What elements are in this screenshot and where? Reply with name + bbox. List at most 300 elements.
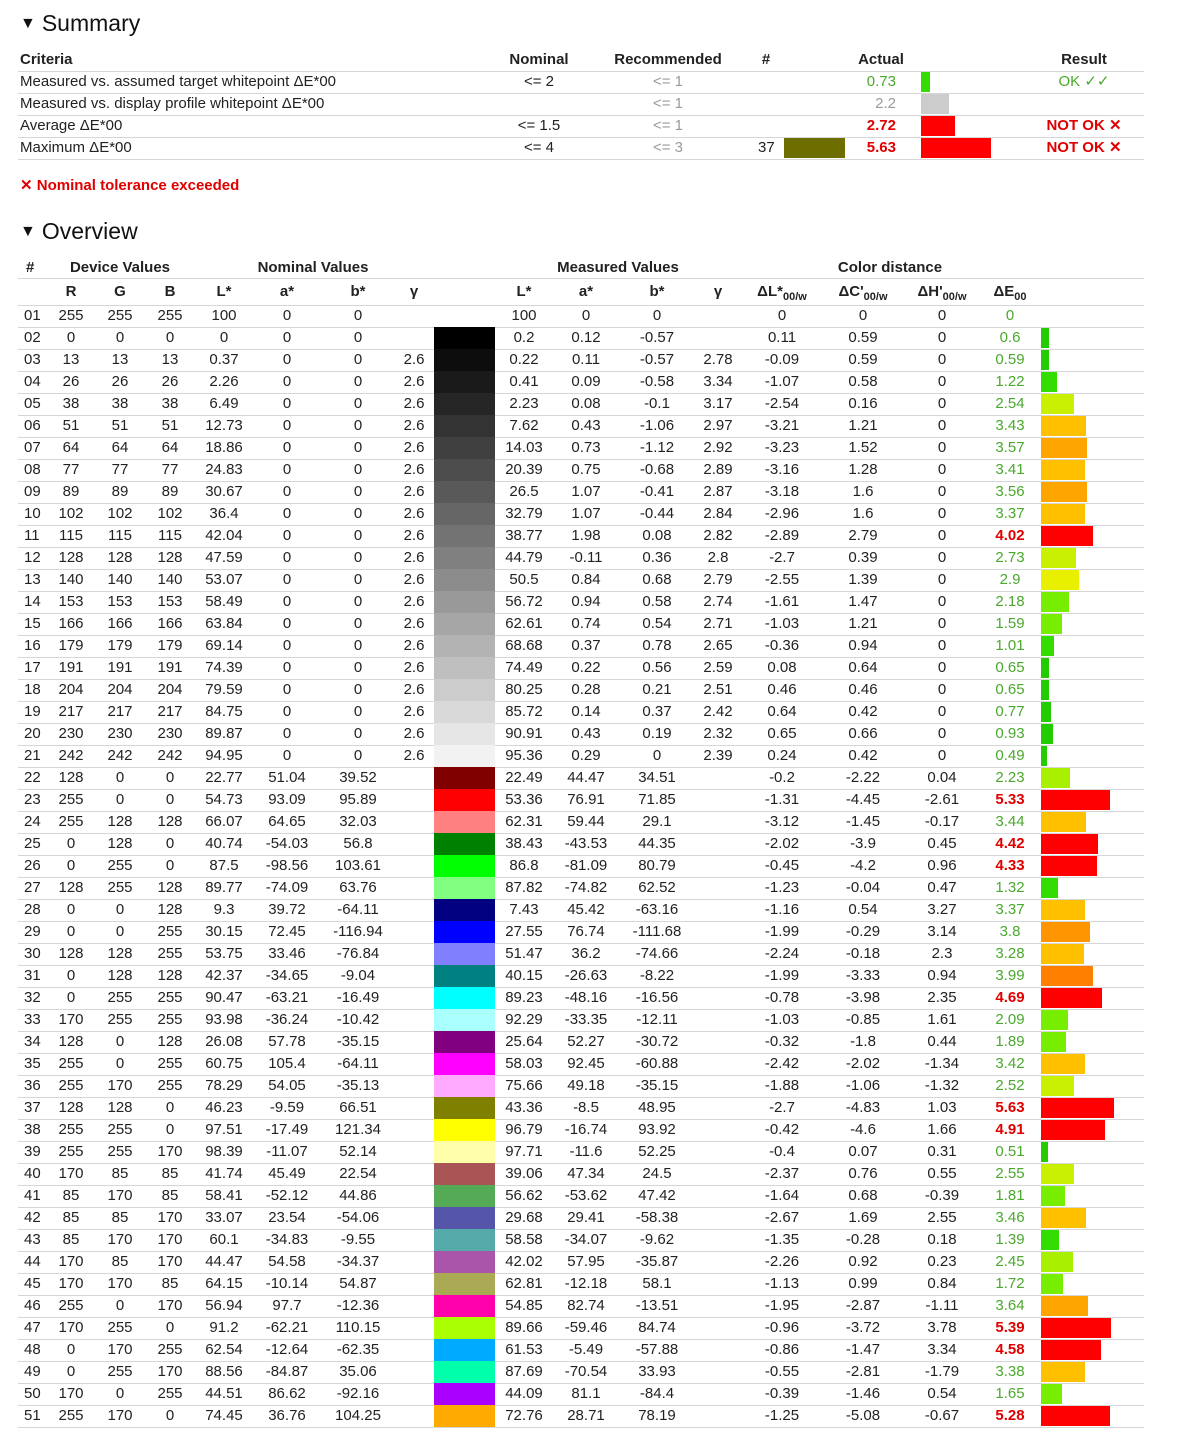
overview-cell-dL: -1.25 <box>764 1407 800 1424</box>
overview-cell-G: 85 <box>111 1253 129 1270</box>
overview-cell-mL: 2.23 <box>509 395 539 412</box>
overview-cell-dE: 3.43 <box>995 417 1025 434</box>
overview-cell-mL: 95.36 <box>505 747 543 764</box>
overview-cell-b: -116.94 <box>333 923 383 940</box>
overview-cell-dE: 1.89 <box>995 1033 1025 1050</box>
overview-cell-L: 89.87 <box>205 725 243 742</box>
overview-cell-dC: -3.9 <box>850 835 876 852</box>
overview-cell-G: 0 <box>115 791 125 808</box>
overview-cell-dL: -0.42 <box>764 1121 800 1138</box>
overview-cell-dH: 1.66 <box>927 1121 957 1138</box>
overview-cell-R: 0 <box>66 1341 76 1358</box>
overview-cell-mb: 0 <box>652 747 662 764</box>
overview-cell-B: 102 <box>157 505 183 522</box>
overview-swatch <box>434 877 495 899</box>
overview-cell-ma: 0.43 <box>571 725 601 742</box>
overview-cell-R: 230 <box>58 725 84 742</box>
overview-cell-G: 115 <box>108 527 132 544</box>
overview-cell-R: 204 <box>58 681 84 698</box>
overview-cell-dL: -3.18 <box>764 483 800 500</box>
overview-cell-L: 62.54 <box>205 1341 243 1358</box>
overview-cell-R: 255 <box>58 1407 84 1424</box>
overview-cell-a: -63.21 <box>265 989 309 1006</box>
overview-cell-mb: 34.51 <box>638 769 676 786</box>
overview-row-num: 02 <box>24 329 41 346</box>
overview-row-num: 50 <box>24 1385 41 1402</box>
overview-de-bar <box>1041 1186 1065 1206</box>
overview-swatch <box>434 393 495 415</box>
overview-cell-mb: -16.56 <box>635 989 679 1006</box>
overview-cell-R: 255 <box>58 1121 84 1138</box>
overview-cell-mL: 56.72 <box>505 593 543 610</box>
overview-row-num: 33 <box>24 1011 41 1028</box>
overview-cell-mL: 0.41 <box>509 373 539 390</box>
overview-cell-mgamma: 2.78 <box>703 351 733 368</box>
overview-de-bar <box>1041 746 1047 766</box>
overview-de-bar <box>1041 1120 1105 1140</box>
summary-nominal: <= 4 <box>523 139 555 156</box>
overview-cell-dH: 0 <box>937 483 947 500</box>
overview-cell-b: 56.8 <box>343 835 373 852</box>
overview-cell-G: 170 <box>107 1077 133 1094</box>
overview-cell-mgamma: 3.34 <box>703 373 733 390</box>
overview-cell-dC: -4.6 <box>850 1121 876 1138</box>
overview-cell-dH: 0 <box>937 373 947 390</box>
overview-cell-b: -76.84 <box>336 945 380 962</box>
overview-cell-dE: 3.44 <box>995 813 1025 830</box>
overview-cell-b: 52.14 <box>339 1143 377 1160</box>
overview-cell-dC: -1.8 <box>850 1033 876 1050</box>
overview-cell-R: 170 <box>58 1011 84 1028</box>
overview-cell-b: 95.89 <box>339 791 377 808</box>
overview-cell-mL: 7.43 <box>509 901 539 918</box>
overview-cell-a: 105.4 <box>268 1055 306 1072</box>
overview-cell-B: 128 <box>157 901 183 918</box>
overview-cell-gamma: 2.6 <box>403 637 425 654</box>
overview-cell-b: 0 <box>353 373 363 390</box>
overview-cell-mL: 62.81 <box>505 1275 543 1292</box>
overview-cell-a: 0 <box>282 417 292 434</box>
overview-cell-mL: 26.5 <box>509 483 539 500</box>
overview-cell-dC: -1.45 <box>845 813 881 830</box>
overview-cell-R: 0 <box>66 923 76 940</box>
overview-cell-dC: -5.08 <box>845 1407 881 1424</box>
overview-cell-dH: 0.18 <box>927 1231 957 1248</box>
overview-cell-ma: 0.73 <box>571 439 601 456</box>
overview-cell-b: 0 <box>353 417 363 434</box>
overview-cell-dE: 1.22 <box>995 373 1025 390</box>
overview-swatch <box>434 1163 495 1185</box>
overview-cell-dH: 0.04 <box>927 769 957 786</box>
overview-cell-G: 0 <box>115 1385 125 1402</box>
overview-swatch <box>434 1405 495 1427</box>
overview-cell-b: 0 <box>353 747 363 764</box>
overview-cell-ma: -0.11 <box>569 549 603 566</box>
overview-swatch <box>434 1361 495 1383</box>
overview-cell-mL: 62.31 <box>505 813 543 830</box>
overview-cell-dE: 3.99 <box>995 967 1025 984</box>
overview-cell-b: 0 <box>353 461 363 478</box>
overview-group-num: # <box>26 259 35 276</box>
overview-cell-L: 42.37 <box>205 967 243 984</box>
overview-cell-dC: 0.92 <box>848 1253 878 1270</box>
overview-cell-mb: 0.36 <box>642 549 672 566</box>
overview-cell-a: 0 <box>282 549 292 566</box>
summary-count: 37 <box>758 139 775 156</box>
overview-de-bar <box>1041 438 1087 458</box>
overview-cell-L: 63.84 <box>205 615 243 632</box>
overview-cell-gamma: 2.6 <box>403 747 425 764</box>
overview-cell-mL: 38.77 <box>505 527 543 544</box>
overview-cell-ma: 0.29 <box>571 747 601 764</box>
overview-cell-mb: -111.68 <box>632 923 682 940</box>
overview-cell-dE: 0.59 <box>995 351 1025 368</box>
overview-cell-ma: 28.71 <box>567 1407 605 1424</box>
overview-cell-ma: -53.62 <box>564 1187 608 1204</box>
overview-cell-L: 24.83 <box>205 461 243 478</box>
overview-cell-dC: -0.18 <box>845 945 881 962</box>
overview-cell-R: 128 <box>58 945 84 962</box>
overview-cell-R: 128 <box>58 549 84 566</box>
overview-swatch <box>434 1383 495 1405</box>
overview-cell-G: 51 <box>111 417 129 434</box>
overview-cell-dE: 0.93 <box>995 725 1025 742</box>
overview-cell-L: 26.08 <box>205 1033 243 1050</box>
overview-row-num: 46 <box>24 1297 41 1314</box>
overview-cell-ma: 0.22 <box>571 659 601 676</box>
overview-cell-a: -98.56 <box>265 857 309 874</box>
overview-cell-mb: -0.57 <box>639 329 675 346</box>
summary-bar <box>921 94 949 114</box>
overview-cell-mL: 92.29 <box>505 1011 543 1028</box>
overview-cell-mL: 87.82 <box>505 879 543 896</box>
overview-cell-b: 39.52 <box>339 769 377 786</box>
overview-cell-ma: 59.44 <box>567 813 605 830</box>
overview-cell-R: 170 <box>58 1275 84 1292</box>
overview-cell-mgamma: 2.71 <box>703 615 733 632</box>
overview-cell-R: 255 <box>58 813 84 830</box>
overview-cell-dH: 0.94 <box>927 967 957 984</box>
overview-de-bar <box>1041 460 1085 480</box>
summary-header-result: Result <box>1061 51 1107 68</box>
overview-swatch <box>434 789 495 811</box>
summary-bar <box>921 72 930 92</box>
overview-row-num: 16 <box>24 637 41 654</box>
overview-cell-b: -64.11 <box>337 1055 379 1072</box>
overview-cell-b: 0 <box>353 505 363 522</box>
overview-cell-L: 69.14 <box>205 637 243 654</box>
overview-cell-mL: 38.43 <box>505 835 543 852</box>
overview-cell-a: 0 <box>282 593 292 610</box>
overview-cell-a: 0 <box>282 351 292 368</box>
overview-cell-dL: 0 <box>777 307 787 324</box>
overview-cell-ma: -26.63 <box>564 967 608 984</box>
overview-cell-b: -35.13 <box>336 1077 380 1094</box>
overview-cell-G: 217 <box>107 703 133 720</box>
overview-swatch <box>434 327 495 349</box>
tolerance-warning: ✕ Nominal tolerance exceeded <box>20 177 240 194</box>
summary-nominal: <= 2 <box>523 73 555 90</box>
overview-cell-gamma: 2.6 <box>403 571 425 588</box>
overview-cell-dH: 0.84 <box>927 1275 957 1292</box>
overview-cell-dC: -3.72 <box>845 1319 881 1336</box>
overview-cell-mL: 39.06 <box>505 1165 543 1182</box>
overview-cell-b: -54.06 <box>336 1209 380 1226</box>
overview-col-b: b* <box>350 283 366 300</box>
overview-cell-G: 255 <box>107 1121 133 1138</box>
overview-cell-B: 13 <box>161 351 179 368</box>
overview-cell-B: 179 <box>157 637 183 654</box>
overview-cell-R: 85 <box>62 1187 80 1204</box>
overview-cell-dC: 0.42 <box>848 703 878 720</box>
overview-cell-mL: 68.68 <box>505 637 543 654</box>
overview-cell-dC: -2.87 <box>845 1297 881 1314</box>
overview-de-bar <box>1041 922 1090 942</box>
overview-cell-dH: 0 <box>937 615 947 632</box>
overview-cell-B: 170 <box>157 1209 183 1226</box>
overview-cell-b: 0 <box>353 307 363 324</box>
overview-cell-L: 53.07 <box>205 571 243 588</box>
overview-cell-b: -9.04 <box>340 967 376 984</box>
overview-cell-ma: 45.42 <box>567 901 605 918</box>
overview-swatch <box>434 1273 495 1295</box>
overview-swatch <box>434 943 495 965</box>
overview-cell-dE: 2.09 <box>995 1011 1025 1028</box>
overview-swatch <box>434 591 495 613</box>
overview-cell-mL: 44.09 <box>505 1385 543 1402</box>
overview-cell-dH: -1.34 <box>924 1055 960 1072</box>
overview-cell-mL: 54.85 <box>505 1297 543 1314</box>
summary-bar <box>921 116 955 136</box>
overview-cell-R: 255 <box>58 1055 84 1072</box>
overview-cell-ma: -12.18 <box>564 1275 608 1292</box>
overview-de-bar <box>1041 878 1058 898</box>
overview-col-gamma: γ <box>409 283 419 300</box>
summary-header-criteria: Criteria <box>20 51 73 68</box>
overview-cell-dC: 1.6 <box>852 483 874 500</box>
overview-cell-dH: 0 <box>937 681 947 698</box>
overview-cell-b: 44.86 <box>339 1187 377 1204</box>
overview-cell-dL: -1.03 <box>764 1011 800 1028</box>
overview-cell-a: 0 <box>282 395 292 412</box>
summary-heading[interactable]: ▼ Summary <box>20 10 141 36</box>
overview-cell-dE: 0.65 <box>995 681 1025 698</box>
overview-cell-a: 0 <box>282 615 292 632</box>
overview-cell-L: 22.77 <box>205 769 243 786</box>
overview-cell-G: 255 <box>107 879 133 896</box>
overview-cell-gamma: 2.6 <box>403 439 425 456</box>
overview-cell-ma: 0 <box>581 307 591 324</box>
overview-cell-mb: 0.58 <box>642 593 672 610</box>
overview-cell-L: 42.04 <box>205 527 243 544</box>
overview-cell-dC: 0.39 <box>848 549 878 566</box>
overview-cell-ma: -43.53 <box>564 835 608 852</box>
overview-cell-dL: -2.55 <box>764 571 800 588</box>
overview-cell-R: 0 <box>66 1363 76 1380</box>
overview-cell-b: 0 <box>353 549 363 566</box>
overview-cell-R: 170 <box>58 1385 84 1402</box>
overview-cell-b: 110.15 <box>335 1319 381 1336</box>
overview-row-num: 32 <box>24 989 41 1006</box>
overview-cell-B: 85 <box>161 1275 179 1292</box>
overview-cell-dH: 0 <box>937 439 947 456</box>
overview-cell-L: 88.56 <box>205 1363 243 1380</box>
overview-cell-gamma: 2.6 <box>403 483 425 500</box>
overview-cell-mb: -35.87 <box>635 1253 679 1270</box>
summary-header-nominal: Nominal <box>509 51 569 68</box>
overview-cell-G: 128 <box>107 945 133 962</box>
overview-cell-dE: 2.54 <box>995 395 1025 412</box>
overview-cell-dE: 3.46 <box>995 1209 1025 1226</box>
overview-de-bar <box>1041 834 1098 854</box>
overview-swatch <box>434 1119 495 1141</box>
overview-de-bar <box>1041 570 1079 590</box>
overview-cell-mb: 24.5 <box>642 1165 672 1182</box>
overview-cell-L: 40.74 <box>205 835 243 852</box>
overview-cell-mgamma: 2.92 <box>703 439 733 456</box>
overview-cell-dL: -2.54 <box>764 395 800 412</box>
overview-de-bar <box>1041 394 1074 414</box>
overview-swatch <box>434 1295 495 1317</box>
overview-cell-R: 191 <box>58 659 84 676</box>
overview-cell-R: 217 <box>58 703 84 720</box>
overview-de-bar <box>1041 592 1069 612</box>
overview-cell-R: 85 <box>62 1231 80 1248</box>
overview-de-bar <box>1041 988 1102 1008</box>
overview-cell-mL: 58.58 <box>505 1231 543 1248</box>
overview-cell-ma: -16.74 <box>564 1121 608 1138</box>
overview-cell-G: 0 <box>115 1055 125 1072</box>
overview-cell-G: 128 <box>107 549 133 566</box>
overview-cell-mb: 84.74 <box>638 1319 676 1336</box>
overview-cell-dC: 1.21 <box>848 417 878 434</box>
overview-cell-G: 89 <box>111 483 129 500</box>
overview-cell-L: 66.07 <box>205 813 243 830</box>
overview-cell-dL: -0.45 <box>764 857 800 874</box>
overview-cell-gamma: 2.6 <box>403 681 425 698</box>
overview-cell-mgamma: 2.89 <box>703 461 733 478</box>
overview-cell-dE: 2.9 <box>999 571 1021 588</box>
overview-cell-a: -34.65 <box>265 967 309 984</box>
overview-cell-mb: -0.41 <box>639 483 675 500</box>
overview-cell-a: 0 <box>282 725 292 742</box>
overview-col-dH: $\Delta H'_{00/w}$ <box>917 283 967 303</box>
overview-cell-R: 255 <box>58 1143 84 1160</box>
overview-cell-mL: 90.91 <box>505 725 543 742</box>
overview-cell-mgamma: 2.42 <box>703 703 733 720</box>
overview-de-bar <box>1041 1230 1059 1250</box>
overview-de-bar <box>1041 1098 1114 1118</box>
overview-cell-dC: -0.04 <box>845 879 881 896</box>
overview-cell-dL: -2.37 <box>764 1165 800 1182</box>
overview-cell-L: 30.15 <box>205 923 243 940</box>
overview-cell-dC: 0.59 <box>848 329 878 346</box>
overview-cell-dL: -3.12 <box>764 813 800 830</box>
overview-cell-dE: 5.63 <box>995 1099 1025 1116</box>
overview-cell-R: 102 <box>58 505 84 522</box>
overview-cell-ma: 0.74 <box>571 615 601 632</box>
overview-cell-R: 13 <box>62 351 80 368</box>
overview-col-B: B <box>164 283 176 300</box>
overview-col-mL: L* <box>516 283 532 300</box>
overview-col-mb: b* <box>649 283 665 300</box>
overview-cell-dC: 0.99 <box>848 1275 878 1292</box>
overview-swatch <box>434 503 495 525</box>
overview-cell-ma: -33.35 <box>564 1011 608 1028</box>
overview-cell-dH: 2.3 <box>931 945 953 962</box>
overview-cell-b: 35.06 <box>339 1363 377 1380</box>
overview-cell-L: 64.15 <box>205 1275 243 1292</box>
overview-cell-R: 255 <box>58 307 84 324</box>
overview-cell-b: 0 <box>353 439 363 456</box>
overview-cell-mb: 47.42 <box>638 1187 676 1204</box>
overview-cell-dC: 0.59 <box>848 351 878 368</box>
overview-row-num: 31 <box>24 967 41 984</box>
overview-cell-dC: 1.6 <box>852 505 874 522</box>
overview-cell-dH: 0 <box>937 461 947 478</box>
overview-cell-B: 128 <box>157 549 183 566</box>
overview-row-divider <box>18 1427 1144 1428</box>
overview-swatch <box>434 525 495 547</box>
overview-cell-b: -9.55 <box>340 1231 376 1248</box>
overview-cell-B: 0 <box>165 1099 175 1116</box>
overview-cell-mb: -13.51 <box>635 1297 679 1314</box>
overview-cell-b: -12.36 <box>336 1297 380 1314</box>
overview-cell-dL: 0.24 <box>767 747 797 764</box>
overview-cell-L: 58.49 <box>205 593 243 610</box>
overview-cell-dC: 0 <box>858 307 868 324</box>
overview-cell-dH: 0.23 <box>927 1253 957 1270</box>
overview-cell-dC: -4.45 <box>845 791 881 808</box>
overview-cell-G: 128 <box>107 1099 133 1116</box>
overview-row-num: 24 <box>24 813 41 830</box>
overview-cell-mb: 78.19 <box>638 1407 676 1424</box>
overview-cell-ma: 44.47 <box>567 769 605 786</box>
overview-cell-mgamma: 2.87 <box>703 483 733 500</box>
overview-cell-dL: -3.21 <box>764 417 800 434</box>
overview-cell-a: 51.04 <box>268 769 306 786</box>
overview-swatch <box>434 481 495 503</box>
overview-cell-a: 0 <box>282 461 292 478</box>
overview-de-bar <box>1041 636 1054 656</box>
overview-cell-ma: 52.27 <box>567 1033 605 1050</box>
overview-cell-dC: 0.66 <box>848 725 878 742</box>
summary-bar <box>921 138 991 158</box>
overview-cell-G: 0 <box>115 1297 125 1314</box>
overview-heading[interactable]: ▼ Overview <box>20 218 138 244</box>
overview-cell-dE: 2.18 <box>995 593 1025 610</box>
overview-cell-R: 0 <box>66 857 76 874</box>
overview-cell-dC: -2.02 <box>845 1055 881 1072</box>
overview-cell-mb: 0.21 <box>642 681 672 698</box>
overview-cell-B: 255 <box>157 1385 183 1402</box>
overview-cell-G: 255 <box>107 1363 133 1380</box>
summary-recommended: <= 1 <box>652 95 684 112</box>
overview-cell-dC: 0.58 <box>848 373 878 390</box>
overview-swatch <box>434 635 495 657</box>
overview-cell-ma: -74.82 <box>564 879 608 896</box>
overview-de-bar <box>1041 900 1085 920</box>
overview-row-num: 48 <box>24 1341 41 1358</box>
overview-cell-B: 255 <box>157 945 183 962</box>
overview-cell-G: 255 <box>107 857 133 874</box>
overview-cell-a: 72.45 <box>268 923 306 940</box>
overview-cell-G: 77 <box>111 461 129 478</box>
overview-cell-dL: -0.32 <box>764 1033 800 1050</box>
overview-cell-mb: 0 <box>652 307 662 324</box>
overview-cell-mL: 86.8 <box>509 857 539 874</box>
overview-cell-L: 54.73 <box>205 791 243 808</box>
